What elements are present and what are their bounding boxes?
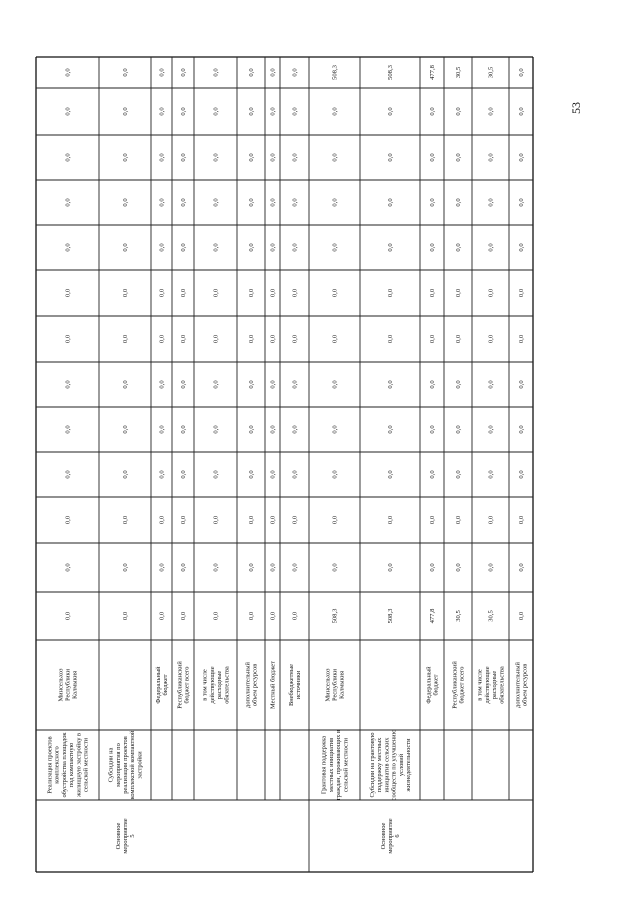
- value-cell: 0,0: [122, 198, 129, 207]
- value-cell: 0,0: [212, 334, 220, 344]
- value-cell: 0,0: [180, 153, 187, 162]
- value-cell: 0,0: [269, 288, 277, 298]
- value-cell: 0,0: [331, 425, 339, 434]
- value-cell: 0,0: [248, 611, 255, 621]
- value-cell: 477,8: [429, 65, 436, 80]
- value-cell: 0,0: [518, 107, 525, 116]
- value-cell: 0,0: [158, 425, 166, 434]
- funding-source-cell: дополнительныйобъем ресурсов: [514, 662, 529, 708]
- value-cell: 30,5: [487, 610, 495, 622]
- value-cell: 0,0: [518, 380, 525, 389]
- value-cell: 0,0: [429, 198, 436, 207]
- value-cell: 0,0: [291, 425, 299, 434]
- value-cell: 0,0: [248, 334, 255, 344]
- value-cell: 0,0: [291, 563, 299, 572]
- value-cell: 30,5: [487, 66, 495, 79]
- value-cell: 0,0: [387, 288, 394, 298]
- value-cell: 0,0: [180, 334, 187, 344]
- value-cell: 0,0: [64, 563, 72, 572]
- value-cell: 0,0: [122, 243, 129, 252]
- value-cell: 0,0: [291, 470, 299, 479]
- value-cell: 0,0: [518, 198, 525, 207]
- funding-source-cell: Республиканскийбюджет всего: [176, 661, 191, 709]
- value-cell: 0,0: [487, 107, 495, 116]
- value-cell: 0,0: [387, 515, 394, 525]
- value-cell: 0,0: [122, 288, 129, 298]
- value-cell: 0,0: [158, 334, 166, 344]
- value-cell: 0,0: [429, 107, 436, 116]
- value-cell: 0,0: [158, 470, 166, 479]
- measure-name-cell: Субсидии на грантовуюподдержку местныхинициатив сельскихсообществ по улучшениюусловийжизнедеятельности: [369, 729, 412, 801]
- value-cell: 0,0: [248, 380, 255, 389]
- value-cell: 0,0: [212, 243, 220, 252]
- value-cell: 0,0: [122, 107, 129, 116]
- value-cell: 0,0: [387, 380, 394, 389]
- value-cell: 0,0: [248, 563, 255, 572]
- value-cell: 0,0: [429, 288, 436, 298]
- value-cell: 0,0: [518, 153, 525, 162]
- value-cell: 0,0: [158, 611, 166, 621]
- value-cell: 0,0: [158, 107, 166, 116]
- value-cell: 0,0: [212, 515, 220, 525]
- funding-source-cell: Республиканскийбюджет всего: [451, 661, 466, 709]
- value-cell: 0,0: [291, 153, 299, 162]
- value-cell: 0,0: [291, 515, 299, 525]
- value-cell: 0,0: [248, 243, 255, 252]
- value-cell: 0,0: [331, 380, 339, 389]
- measure-name-cell: Грантовая поддержкаместных инициативграждан, проживающих всельской местности: [320, 730, 350, 800]
- value-cell: 0,0: [248, 68, 255, 77]
- measure-cell: Основноемероприятие5: [114, 818, 137, 854]
- value-cell: 0,0: [158, 380, 166, 389]
- value-cell: 0,0: [455, 470, 462, 479]
- value-cell: 0,0: [269, 380, 277, 389]
- value-cell: 0,0: [429, 380, 436, 389]
- value-cell: 0,0: [269, 243, 277, 252]
- value-cell: 0,0: [291, 334, 299, 344]
- value-cell: 0,0: [269, 68, 277, 77]
- value-cell: 0,0: [212, 153, 220, 162]
- value-cell: 0,0: [331, 334, 339, 344]
- value-cell: 0,0: [122, 611, 129, 621]
- value-cell: 0,0: [180, 515, 187, 525]
- funding-source-cell: МинсельхозРеспубликиКалмыкия: [57, 668, 79, 702]
- value-cell: 0,0: [180, 470, 187, 479]
- value-cell: 0,0: [64, 68, 72, 77]
- value-cell: 0,0: [387, 243, 394, 252]
- value-cell: 0,0: [212, 107, 220, 116]
- page-number: 53: [569, 102, 583, 114]
- value-cell: 0,0: [487, 334, 495, 344]
- value-cell: 0,0: [291, 380, 299, 389]
- value-cell: 0,0: [429, 470, 436, 479]
- value-cell: 0,0: [487, 380, 495, 389]
- value-cell: 0,0: [455, 515, 462, 525]
- value-cell: 0,0: [212, 198, 220, 207]
- value-cell: 0,0: [331, 470, 339, 479]
- value-cell: 0,0: [387, 563, 394, 572]
- measure-name-cell: Субсидии намероприятия пореализации проектовкомплексной компактнойзастройки: [107, 730, 144, 800]
- value-cell: 0,0: [291, 198, 299, 207]
- value-cell: 0,0: [269, 198, 277, 207]
- value-cell: 0,0: [158, 288, 166, 298]
- value-cell: 0,0: [180, 563, 187, 572]
- value-cell: 0,0: [269, 425, 277, 434]
- value-cell: 0,0: [158, 198, 166, 207]
- value-cell: 0,0: [122, 425, 129, 434]
- value-cell: 0,0: [122, 380, 129, 389]
- value-cell: 0,0: [122, 470, 129, 479]
- value-cell: 0,0: [487, 470, 495, 479]
- value-cell: 0,0: [518, 288, 525, 298]
- value-cell: 0,0: [455, 380, 462, 389]
- value-cell: 0,0: [487, 198, 495, 207]
- value-cell: 0,0: [291, 243, 299, 252]
- value-cell: 0,0: [64, 425, 72, 434]
- value-cell: 0,0: [387, 470, 394, 479]
- table-cells: [47, 64, 529, 853]
- value-cell: 508,3: [331, 65, 339, 80]
- value-cell: 0,0: [64, 470, 72, 479]
- value-cell: 0,0: [64, 288, 72, 298]
- value-cell: 0,0: [429, 334, 436, 344]
- value-cell: 0,0: [122, 68, 129, 77]
- funding-source-cell: в том числедействующиерасходныеобязательства: [201, 666, 231, 704]
- value-cell: 0,0: [387, 107, 394, 116]
- value-cell: 0,0: [212, 288, 220, 298]
- value-cell: 0,0: [291, 611, 299, 621]
- value-cell: 0,0: [64, 611, 72, 621]
- value-cell: 0,0: [180, 198, 187, 207]
- value-cell: 0,0: [487, 288, 495, 298]
- value-cell: 0,0: [455, 563, 462, 572]
- value-cell: 0,0: [248, 470, 255, 479]
- value-cell: 0,0: [387, 153, 394, 162]
- value-cell: 0,0: [212, 611, 220, 621]
- value-cell: 0,0: [248, 153, 255, 162]
- value-cell: 0,0: [180, 243, 187, 252]
- value-cell: 0,0: [291, 68, 299, 77]
- value-cell: 30,5: [455, 610, 462, 622]
- value-cell: 0,0: [331, 107, 339, 116]
- value-cell: 0,0: [180, 611, 187, 621]
- value-cell: 0,0: [212, 425, 220, 434]
- value-cell: 0,0: [455, 198, 462, 207]
- funding-source-cell: Внебюджетныеисточники: [287, 664, 303, 706]
- value-cell: 0,0: [158, 515, 166, 525]
- value-cell: 0,0: [180, 107, 187, 116]
- value-cell: 0,0: [158, 153, 166, 162]
- value-cell: 0,0: [429, 425, 436, 434]
- value-cell: 0,0: [331, 515, 339, 525]
- value-cell: 0,0: [248, 107, 255, 116]
- value-cell: 0,0: [455, 243, 462, 252]
- value-cell: 0,0: [64, 153, 72, 162]
- value-cell: 508,3: [331, 608, 339, 624]
- value-cell: 0,0: [455, 334, 462, 344]
- value-cell: 0,0: [158, 563, 166, 572]
- funding-source-cell: Местный бюджет: [269, 661, 277, 709]
- value-cell: 0,0: [291, 107, 299, 116]
- value-cell: 0,0: [212, 563, 220, 572]
- value-cell: 0,0: [64, 380, 72, 389]
- measure-name-cell: Реализация проектовкомплексногообустройства площадокпод компактнуюжилищную застройку всельской местности: [46, 732, 90, 798]
- value-cell: 0,0: [487, 425, 495, 434]
- value-cell: 0,0: [158, 243, 166, 252]
- value-cell: 0,0: [248, 288, 255, 298]
- value-cell: 0,0: [429, 563, 436, 572]
- value-cell: 0,0: [64, 243, 72, 252]
- value-cell: 0,0: [248, 515, 255, 525]
- value-cell: 0,0: [269, 107, 277, 116]
- value-cell: 0,0: [331, 198, 339, 207]
- value-cell: 0,0: [212, 68, 220, 77]
- funding-source-cell: дополнительныйобъем ресурсов: [244, 662, 259, 708]
- value-cell: 0,0: [518, 611, 525, 621]
- value-cell: 508,3: [387, 608, 394, 624]
- value-cell: 0,0: [487, 515, 495, 525]
- value-cell: 0,0: [122, 334, 129, 344]
- value-cell: 0,0: [158, 68, 166, 77]
- value-cell: 0,0: [122, 563, 129, 572]
- value-cell: 0,0: [455, 288, 462, 298]
- value-cell: 0,0: [387, 198, 394, 207]
- value-cell: 0,0: [248, 425, 255, 434]
- value-cell: 0,0: [487, 243, 495, 252]
- value-cell: 0,0: [455, 107, 462, 116]
- value-cell: 0,0: [518, 425, 525, 434]
- value-cell: 0,0: [64, 198, 72, 207]
- value-cell: 0,0: [269, 153, 277, 162]
- value-cell: 0,0: [212, 380, 220, 389]
- value-cell: 0,0: [518, 563, 525, 572]
- value-cell: 0,0: [518, 470, 525, 479]
- value-cell: 0,0: [122, 153, 129, 162]
- value-cell: 0,0: [291, 288, 299, 298]
- value-cell: 0,0: [64, 107, 72, 116]
- funding-source-cell: МинсельхозРеспубликиКалмыкия: [324, 668, 346, 702]
- value-cell: 0,0: [518, 243, 525, 252]
- value-cell: 30,5: [455, 66, 462, 79]
- value-cell: 477,8: [429, 608, 436, 624]
- value-cell: 0,0: [331, 243, 339, 252]
- value-cell: 0,0: [180, 425, 187, 434]
- value-cell: 0,0: [331, 563, 339, 572]
- value-cell: 0,0: [429, 243, 436, 252]
- value-cell: 0,0: [122, 515, 129, 525]
- value-cell: 0,0: [518, 515, 525, 525]
- value-cell: 0,0: [455, 153, 462, 162]
- value-cell: 0,0: [180, 288, 187, 298]
- value-cell: 0,0: [64, 334, 72, 344]
- value-cell: 0,0: [269, 611, 277, 621]
- value-cell: 0,0: [429, 515, 436, 525]
- value-cell: 0,0: [331, 288, 339, 298]
- value-cell: 0,0: [518, 68, 525, 77]
- value-cell: 0,0: [269, 470, 277, 479]
- value-cell: 0,0: [429, 153, 436, 162]
- measure-cell: Основноемероприятие6: [379, 818, 402, 854]
- value-cell: 0,0: [248, 198, 255, 207]
- funding-source-cell: Федеральныйбюджет: [425, 666, 440, 704]
- value-cell: 0,0: [180, 68, 187, 77]
- value-cell: 0,0: [269, 334, 277, 344]
- value-cell: 0,0: [269, 563, 277, 572]
- value-cell: 0,0: [518, 334, 525, 344]
- value-cell: 508,3: [387, 65, 394, 80]
- value-cell: 0,0: [64, 515, 72, 525]
- value-cell: 0,0: [455, 425, 462, 434]
- funding-source-cell: Федеральныйбюджет: [154, 666, 170, 704]
- value-cell: 0,0: [487, 153, 495, 162]
- value-cell: 0,0: [387, 334, 394, 344]
- value-cell: 0,0: [331, 153, 339, 162]
- value-cell: 0,0: [387, 425, 394, 434]
- value-cell: 0,0: [180, 380, 187, 389]
- value-cell: 0,0: [212, 470, 220, 479]
- value-cell: 0,0: [269, 515, 277, 525]
- value-cell: 0,0: [487, 563, 495, 572]
- funding-source-cell: в том числедействующиерасходныеобязательства: [476, 666, 506, 704]
